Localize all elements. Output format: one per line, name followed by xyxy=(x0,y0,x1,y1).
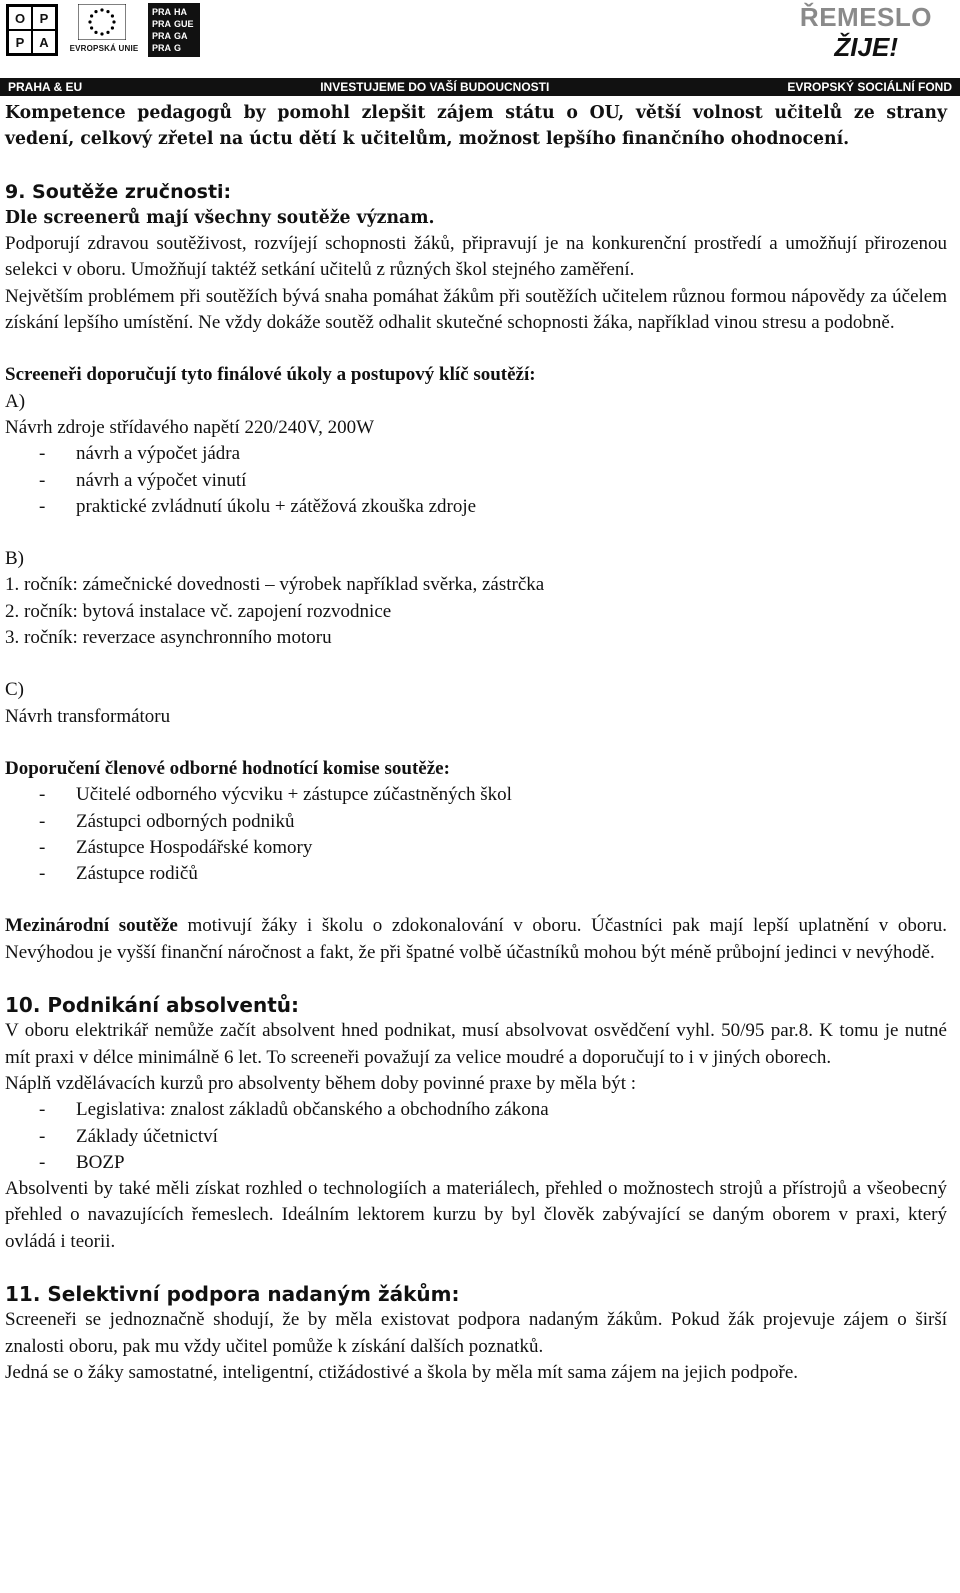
page-header xyxy=(0,0,960,96)
international-lead: Mezinárodní soutěže xyxy=(5,915,178,937)
oppa-letter: A xyxy=(32,30,56,54)
praha-letters: PRA xyxy=(152,31,172,41)
list-item: - Legislativa: znalost základů občanského a obchodního zákona xyxy=(5,1097,947,1123)
option-c-title: Návrh transformátoru xyxy=(5,705,171,727)
eu-label: EVROPSKÁ UNIE xyxy=(69,44,139,53)
eu-flag-icon xyxy=(78,4,126,40)
section-10-paragraph: Absolventi by také měli získat rozhled o technologiích a materiálech, přehled o možnostech strojů a přístrojů a všeobecný přehled o navazujících řemeslech. Ideálním lektorem kurzu by byl člověk zabývající se daným oborem v praxi, který ovládá i teorii. xyxy=(5,1178,947,1252)
praha-letters: GUE xyxy=(174,19,194,29)
option-b-line: 2. ročník: bytová instalace vč. zapojení rozvodnice xyxy=(5,600,392,622)
strip-right-text: EVROPSKÝ SOCIÁLNÍ FOND xyxy=(787,80,952,94)
oppa-logo xyxy=(6,4,58,56)
praha-letters: PRA xyxy=(152,19,172,29)
section-10-paragraph: Náplň vzdělávacích kurzů pro absolventy během doby povinné praxe by měla být : xyxy=(5,1072,637,1094)
option-b-line: 1. ročník: zámečnické dovednosti – výrobek například svěrka, zástrčka xyxy=(5,574,545,596)
document-body xyxy=(5,100,947,1386)
list-item: - Zástupce Hospodářské komory xyxy=(5,835,947,861)
finals-title: Screeneři doporučují tyto finálové úkoly a postupový klíč soutěží: xyxy=(5,364,536,386)
section-9-paragraph: Podporují zdravou soutěživost, rozvíjejí schopnosti žáků, připravují je na konkurenční prostředí a umožňují přirozenou selekci v oboru. Umožňují taktéž setkání učitelů z různých škol stejného zaměření. xyxy=(5,233,947,281)
section-9-paragraph: Největším problémem při soutěžích bývá snaha pomáhat žákům při soutěžích učitelem různou formou nápovědy za účelem získání lepšího umístění. Ne vždy dokáže soutěž odhalit skutečné schopnosti žáka, například vinou stresu a podobně. xyxy=(5,285,947,334)
section-11-paragraph: Screeneři se jednoznačně shodují, že by měla existovat podpora nadaným žákům. Pokud žák projevuje zájem o širší znalosti oboru, pak mu vždy učitel pomůže k získání dalších poznatků. xyxy=(5,1309,947,1357)
oppa-letter: O xyxy=(8,6,32,30)
international-text: motivují žáky i školu o zdokonalování v oboru. Účastníci pak mají lepší uplatnění v oboru. Nevýhodou je vyšší finanční náročnost a fakt, že při špatné volbě účastníků mohou být méně průbojní jedinci v nevýhodě. xyxy=(5,915,947,963)
list-item: - návrh a výpočet jádra xyxy=(5,441,947,467)
section-10-paragraph: V oboru elektrikář nemůže začít absolvent hned podnikat, musí absolvovat osvědčení vyhl. 50/95 par.8. K tomu je nutné mít praxi v délce minimálně 6 let. To screeneři považují za velice moudré a doporučují to i v jiných oborech. xyxy=(5,1020,947,1068)
course-list xyxy=(5,1097,947,1176)
section-10-title: 10. Podnikání absolventů: xyxy=(5,993,300,1018)
section-9-title: 9. Soutěže zručnosti: xyxy=(5,180,232,203)
option-a-list xyxy=(5,441,947,520)
praha-letters: PRA xyxy=(152,43,172,53)
remeslo-logo xyxy=(799,2,932,62)
praha-letters: GA xyxy=(174,31,188,41)
intro-paragraph: Kompetence pedagogů by pomohl zlepšit zájem státu o OU, větší volnost učitelů ze strany vedení, celkový zřetel na úctu dětí k učitelům, možnost lepšího finančního ohodnocení. xyxy=(5,103,947,150)
jury-title: Doporučení členové odborné hodnotící komise soutěže: xyxy=(5,757,450,779)
international-paragraph xyxy=(5,913,947,966)
list-item: - Zástupci odborných podniků xyxy=(5,809,947,835)
list-item: - návrh a výpočet vinutí xyxy=(5,468,947,494)
list-item: - Učitelé odborného výcviku + zástupce zúčastněných škol xyxy=(5,782,947,808)
list-item: - BOZP xyxy=(5,1150,947,1176)
oppa-letter: P xyxy=(8,30,32,54)
header-strip xyxy=(0,78,960,96)
remeslo-logo-bottom: ŽIJE! xyxy=(834,32,898,62)
praha-logo xyxy=(148,3,200,57)
section-11-title: 11. Selektivní podpora nadaným žákům: xyxy=(5,1281,460,1306)
option-a-title: Návrh zdroje střídavého napětí 220/240V, 200W xyxy=(5,416,375,438)
list-item: - Základy účetnictví xyxy=(5,1124,947,1150)
jury-list xyxy=(5,782,947,887)
option-b-line: 3. ročník: reverzace asynchronního motoru xyxy=(5,627,332,649)
praha-letters: G xyxy=(174,43,182,53)
section-9-lead: Dle screenerů mají všechny soutěže význam. xyxy=(5,207,435,228)
option-c-label: C) xyxy=(5,679,24,701)
remeslo-logo-top: ŘEMESLO xyxy=(799,2,932,32)
section-11-paragraph: Jedná se o žáky samostatné, inteligentní, ctižádostivé a škola by měla mít sama zájem na jejich podpoře. xyxy=(5,1361,798,1383)
praha-letters: HA xyxy=(174,7,187,17)
praha-letters: PRA xyxy=(152,7,172,17)
list-item: - Zástupce rodičů xyxy=(5,861,947,887)
option-b-label: B) xyxy=(5,548,24,570)
list-item: - praktické zvládnutí úkolu + zátěžová zkouška zdroje xyxy=(5,494,947,520)
eu-logo xyxy=(68,4,138,56)
strip-center-text: INVESTUJEME DO VAŠÍ BUDOUCNOSTI xyxy=(320,80,550,94)
option-a-label: A) xyxy=(5,390,26,412)
oppa-letter: P xyxy=(32,6,56,30)
strip-left-text: PRAHA & EU xyxy=(8,80,83,94)
